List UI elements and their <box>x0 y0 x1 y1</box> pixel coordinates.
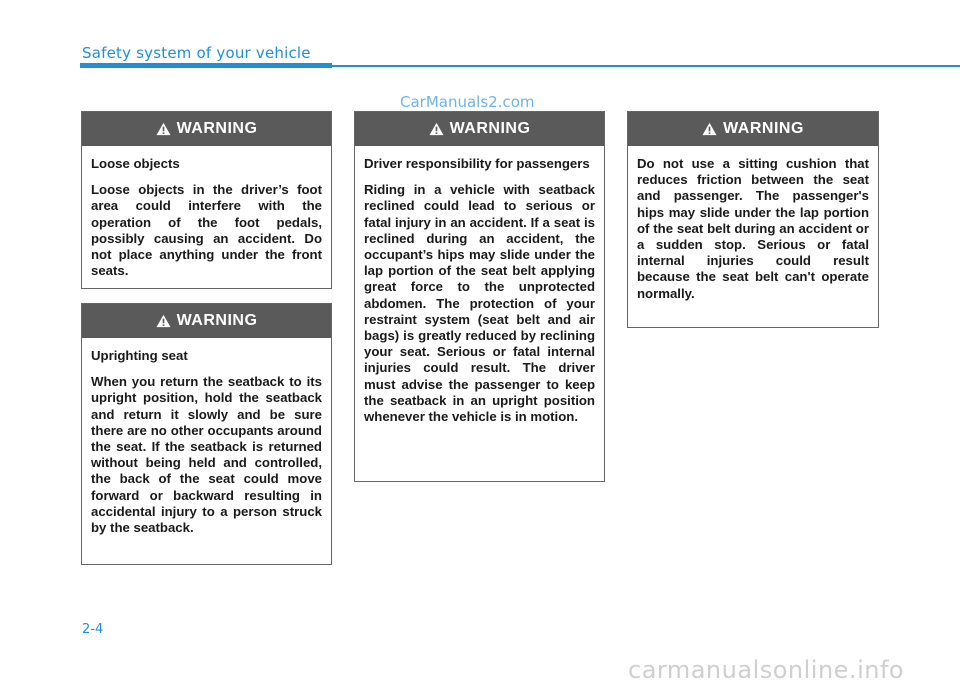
watermark: CarManuals2.com <box>400 93 535 111</box>
warning-text: Do not use a sitting cushion that reduces friction between the seat and passenger. The passenger's hips may slide under the lap portion of the seat belt during an accident or a sudden stop. Serious or fatal internal injuries could result because the seat belt can't operate normally. <box>637 156 869 301</box>
warning-label: WARNING <box>176 120 258 137</box>
warning-triangle-icon <box>702 122 717 136</box>
warning-triangle-icon <box>156 122 171 136</box>
warning-text: Loose objects in the driver’s foot area could interfere with the operation of the foot pedals, possibly causing an accident. Do not place anything under the front seats. <box>91 182 322 279</box>
warning-box-loose-objects <box>81 111 332 289</box>
warning-label: WARNING <box>449 120 531 137</box>
warning-text: When you return the seatback to its upright position, hold the seatback and return it slowly and be sure there are no other occupants around the seat. If the seatback is returned without being held and controlled, the back of the seat could move forward or backward resulting in accidental injury to a person struck by the seatback. <box>91 374 322 536</box>
warning-header <box>82 112 331 146</box>
header-rule-thick <box>80 63 332 68</box>
section-title: Safety system of your vehicle <box>82 44 311 62</box>
warning-header <box>628 112 878 146</box>
warning-label: WARNING <box>176 312 258 329</box>
warning-label: WARNING <box>723 120 804 137</box>
warning-header <box>82 304 331 338</box>
warning-triangle-icon <box>156 314 171 328</box>
warning-text: Riding in a vehicle with seatback reclined could lead to serious or fatal injury in an accident. If a seat is reclined during an accident, the occupant’s hips may slide under the lap portion of the seat belt applying great force to the unprotected abdomen. The protection of your restraint system (seat belt and air bags) is greatly reduced by reclining your seat. Serious or fatal internal injuries could result. The driver must advise the passenger to keep the seatback in an upright position whenever the vehicle is in motion. <box>364 182 595 425</box>
warning-header <box>355 112 604 146</box>
warning-title: Loose objects <box>91 156 180 171</box>
header-rule-thin <box>332 65 960 67</box>
warning-box-uprighting-seat <box>81 303 332 565</box>
warning-title: Uprighting seat <box>91 348 188 363</box>
warning-title: Driver responsibility for passengers <box>364 156 590 171</box>
warning-box-sitting-cushion <box>627 111 879 328</box>
footer-watermark: carmanualsonline.info <box>628 656 905 684</box>
warning-triangle-icon <box>429 122 444 136</box>
warning-box-driver-responsibility <box>354 111 605 482</box>
page-number: 2-4 <box>82 622 104 637</box>
